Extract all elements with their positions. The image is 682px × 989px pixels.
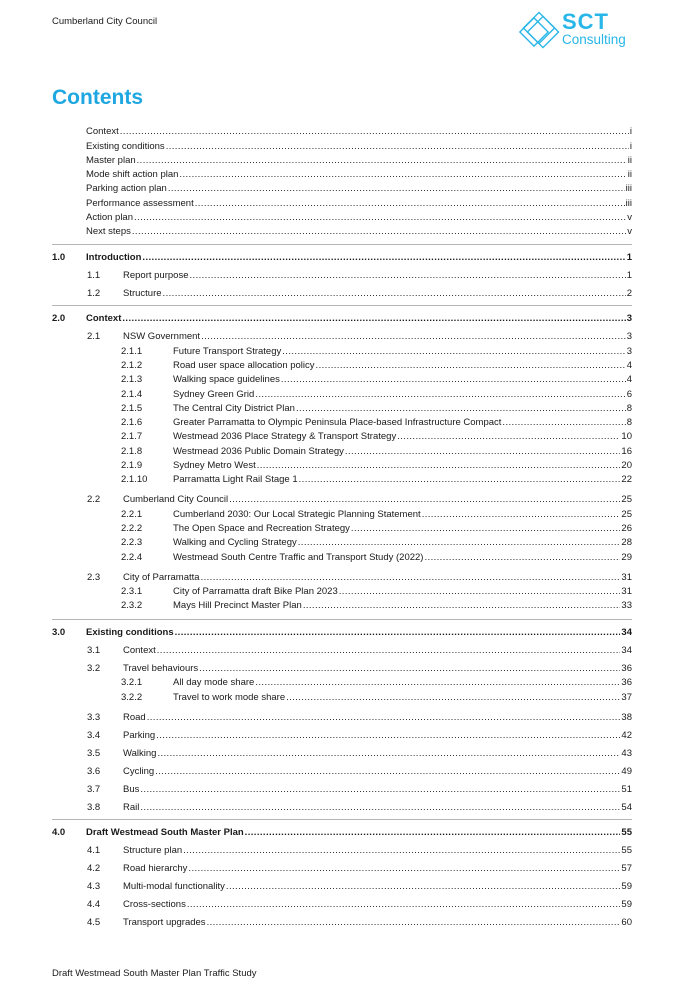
toc-dot-leader [187,899,621,911]
toc-entry-page: 1 [626,252,632,264]
toc-dot-leader [282,346,625,358]
toc-entry-page: 22 [621,474,632,486]
toc-subsection-entry[interactable] [52,893,632,911]
toc-entry-page: 29 [621,551,632,563]
toc-dot-leader [199,663,620,675]
toc-subsection-entry[interactable] [52,839,632,857]
toc-entry-title: Performance assessment [86,197,194,209]
toc-entry-title: Westmead 2036 Place Strategy & Transport Strategy [173,431,397,443]
toc-entry-number: 2.0 [52,313,66,325]
toc-entry-page: 57 [621,862,632,874]
toc-dot-leader [156,730,620,742]
toc-entry-number: 3.4 [87,729,101,741]
toc-entry-page: 60 [621,916,632,928]
logo-diamond-icon [518,10,562,52]
toc-entry-page: iii [625,183,632,195]
toc-entry-page: v [627,212,632,224]
toc-subsection-entry[interactable] [52,857,632,875]
toc-summary-entry[interactable] [86,210,632,224]
toc-dot-leader [229,494,620,506]
toc-entry-page: 28 [621,537,632,549]
toc-subsection-entry[interactable] [52,760,632,778]
toc-entry-number: 2.1.6 [121,417,143,429]
toc-dot-leader [188,863,620,875]
toc-dot-leader [195,198,625,210]
toc-subsubsection-entry[interactable] [52,521,632,535]
toc-entry-page: 49 [621,765,632,777]
logo-wordmark-sct: SCT [562,9,609,34]
header-organisation: Cumberland City Council [52,16,158,27]
toc-entry-title: Context [123,645,156,657]
toc-entry-page: 34 [621,627,632,639]
toc-entry-title: Existing conditions [86,140,165,152]
toc-entry-title: Multi-modal functionality [123,880,225,892]
page-title: Contents [52,86,143,109]
toc-entry-title: Road hierarchy [123,862,188,874]
toc-subsection-entry[interactable] [52,639,632,657]
section-divider [52,305,632,306]
toc-entry-page: 38 [621,711,632,723]
toc-subsection-entry[interactable] [52,488,632,506]
toc-dot-leader [299,474,621,486]
spacer [52,612,632,614]
toc-entry-page: 34 [621,645,632,657]
toc-subsubsection-entry[interactable] [52,443,632,457]
toc-dot-leader [132,226,626,238]
toc-dot-leader [157,748,620,760]
toc-entry-title: Report purpose [123,270,189,282]
toc-section-heading[interactable] [52,249,632,264]
toc-entry-page: 55 [621,844,632,856]
toc-dot-leader [163,288,626,300]
toc-dot-leader [255,677,620,689]
toc-subsubsection-entry[interactable] [52,472,632,486]
toc-subsubsection-entry[interactable] [52,458,632,472]
toc-entry-page: 3 [626,313,632,325]
toc-entry-number: 2.2.3 [121,537,143,549]
toc-entry-title: Parramatta Light Rail Stage 1 [173,474,298,486]
toc-dot-leader [137,155,627,167]
toc-entry-page: v [627,226,632,238]
toc-dot-leader [316,360,626,372]
toc-entry-page: 3 [626,345,632,357]
toc-entry-number: 2.1.2 [121,359,143,371]
toc-entry-number: 4.3 [87,880,101,892]
toc-entry-page: i [629,140,632,152]
toc-dot-leader [281,374,626,386]
toc-dot-leader [502,417,625,429]
toc-entry-title: City of Parramatta draft Bike Plan 2023 [173,585,338,597]
toc-subsubsection-entry[interactable] [52,415,632,429]
toc-subsection-entry[interactable] [52,796,632,814]
toc-entry-page: 36 [621,663,632,675]
toc-entry-number: 3.1 [87,645,101,657]
logo-wordmark-consulting: Consulting [562,32,626,47]
toc-dot-leader [166,141,629,153]
toc-entry-page: 25 [621,494,632,506]
toc-dot-leader [120,126,629,138]
toc-entry-title: Westmead 2036 Public Domain Strategy [173,445,344,457]
toc-dot-leader [397,431,620,443]
toc-entry-number: 2.2.4 [121,551,143,563]
toc-entry-title: Cycling [123,765,155,777]
toc-subsubsection-entry[interactable] [52,689,632,703]
toc-entry-title: The Open Space and Recreation Strategy [173,522,350,534]
toc-entry-title: Parking [123,729,156,741]
toc-entry-page: 31 [621,585,632,597]
toc-entry-number: 3.0 [52,627,66,639]
footer-text: Draft Westmead South Master Plan Traffic Study [52,968,257,979]
toc-subsection-entry[interactable] [52,657,632,675]
toc-entry-title: Sydney Green Grid [173,388,255,400]
toc-subsubsection-entry[interactable] [52,429,632,443]
toc-entry-number: 3.2 [87,663,101,675]
toc-entry-page: 37 [621,691,632,703]
toc-summary-entry[interactable] [86,181,632,195]
toc-entry-page: 3 [626,331,632,343]
toc-subsection-entry[interactable] [52,742,632,760]
toc-subsubsection-entry[interactable] [52,584,632,598]
toc-entry-title: Draft Westmead South Master Plan [86,826,244,838]
toc-entry-title: Road [123,711,146,723]
toc-entry-number: 2.1 [87,331,101,343]
toc-dot-leader [298,537,621,549]
toc-subsection-entry[interactable] [52,264,632,282]
toc-entry-title: All day mode share [173,677,255,689]
toc-entry-page: 16 [621,445,632,457]
toc-entry-page: 59 [621,880,632,892]
toc-summary-entry[interactable] [86,195,632,209]
toc-subsection-entry[interactable] [52,875,632,893]
toc-dot-leader [134,212,626,224]
toc-entry-number: 3.8 [87,801,101,813]
toc-entry-page: 42 [621,729,632,741]
toc-subsection-entry[interactable] [52,566,632,584]
toc-entry-title: Cumberland 2030: Our Local Strategic Planning Statement [173,508,421,520]
toc-entry-page: 20 [621,460,632,472]
toc-dot-leader [168,183,625,195]
toc-subsubsection-entry[interactable] [52,506,632,520]
toc-entry-page: 10 [621,431,632,443]
toc-entry-title: Walking and Cycling Strategy [173,537,297,549]
toc-dot-leader [179,169,626,181]
toc-entry-number: 4.4 [87,898,101,910]
toc-dot-leader [175,627,621,639]
toc-summary-entry[interactable] [86,167,632,181]
toc-entry-page: 4 [626,374,632,386]
toc-entry-page: 6 [626,388,632,400]
toc-entry-number: 2.1.10 [121,474,148,486]
toc-dot-leader [351,523,621,535]
toc-entry-page: 59 [621,898,632,910]
toc-entry-page: iii [625,197,632,209]
toc-entry-number: 2.3 [87,571,101,583]
toc-summary-entry[interactable] [86,124,632,138]
toc-entry-number: 2.2 [87,494,101,506]
toc-summary-entry[interactable] [86,138,632,152]
toc-entry-page: ii [627,154,632,166]
toc-entry-page: 55 [621,826,632,838]
table-of-contents [52,124,632,929]
toc-dot-leader [296,403,626,415]
toc-entry-title: The Central City District Plan [173,402,295,414]
toc-entry-title: City of Parramatta [123,571,200,583]
sct-consulting-logo [518,10,638,52]
toc-entry-page: i [629,126,632,138]
toc-entry-page: 54 [621,801,632,813]
toc-subsection-entry[interactable] [52,706,632,724]
toc-subsection-entry[interactable] [52,778,632,796]
toc-entry-page: 2 [626,288,632,300]
toc-entry-page: 33 [621,600,632,612]
toc-dot-leader [122,313,625,325]
toc-entry-number: 3.7 [87,783,101,795]
toc-subsection-entry[interactable] [52,325,632,343]
toc-entry-number: 2.2.2 [121,522,143,534]
toc-entry-page: 36 [621,677,632,689]
toc-entry-page: 4 [626,359,632,371]
toc-entry-number: 4.2 [87,862,101,874]
toc-entry-title: Structure [123,288,162,300]
toc-entry-title: Rail [123,801,140,813]
toc-summary-entry[interactable] [86,224,632,238]
toc-entry-number: 4.5 [87,916,101,928]
toc-section-heading[interactable] [52,624,632,639]
toc-entry-title: Westmead South Centre Traffic and Transport Study (2022) [173,551,424,563]
toc-entry-number: 2.1.4 [121,388,143,400]
toc-dot-leader [157,645,621,657]
toc-entry-page: ii [627,169,632,181]
toc-entry-title: Next steps [86,226,131,238]
toc-dot-leader [207,917,621,929]
toc-subsubsection-entry[interactable] [52,598,632,612]
toc-subsubsection-entry[interactable] [52,386,632,400]
toc-dot-leader [189,270,625,282]
toc-dot-leader [422,509,621,521]
toc-subsection-entry[interactable] [52,911,632,929]
toc-entry-title: Travel behaviours [123,663,199,675]
toc-entry-number: 3.5 [87,747,101,759]
toc-section-heading[interactable] [52,310,632,325]
toc-entry-number: 4.1 [87,844,101,856]
section-divider [52,619,632,620]
toc-entry-number: 4.0 [52,826,66,838]
toc-entry-page: 26 [621,522,632,534]
toc-dot-leader [339,586,621,598]
toc-entry-title: Bus [123,783,140,795]
toc-entry-number: 3.2.1 [121,677,143,689]
toc-dot-leader [142,252,625,264]
section-divider [52,819,632,820]
toc-entry-page: 1 [626,270,632,282]
toc-dot-leader [201,572,621,584]
toc-entry-title: NSW Government [123,331,201,343]
toc-dot-leader [255,389,625,401]
toc-entry-title: Action plan [86,212,134,224]
toc-dot-leader [183,845,620,857]
toc-entry-number: 2.3.2 [121,600,143,612]
toc-subsubsection-entry[interactable] [52,343,632,357]
toc-subsection-entry[interactable] [52,282,632,300]
toc-entry-title: Sydney Metro West [173,460,256,472]
toc-entry-title: Mays Hill Precinct Master Plan [173,600,302,612]
toc-dot-leader [226,881,621,893]
toc-entry-number: 2.1.3 [121,374,143,386]
toc-entry-title: Transport upgrades [123,916,206,928]
toc-entry-title: Introduction [86,252,142,264]
toc-entry-title: Walking space guidelines [173,374,280,386]
toc-entry-number: 2.1.5 [121,402,143,414]
toc-subsubsection-entry[interactable] [52,372,632,386]
toc-entry-number: 2.1.9 [121,460,143,472]
toc-entry-number: 2.1.8 [121,445,143,457]
toc-dot-leader [155,766,620,778]
toc-entry-title: Structure plan [123,844,183,856]
toc-subsection-entry[interactable] [52,724,632,742]
toc-entry-number: 3.2.2 [121,691,143,703]
toc-entry-page: 8 [626,417,632,429]
toc-entry-number: 2.1.7 [121,431,143,443]
toc-entry-title: Mode shift action plan [86,169,179,181]
toc-entry-number: 1.0 [52,252,66,264]
toc-entry-title: Context [86,313,122,325]
toc-entry-page: 51 [621,783,632,795]
toc-entry-page: 8 [626,402,632,414]
toc-entry-number: 1.1 [87,270,101,282]
toc-entry-title: Context [86,126,119,138]
toc-entry-number: 1.2 [87,288,101,300]
toc-dot-leader [345,446,621,458]
section-divider [52,244,632,245]
toc-subsubsection-entry[interactable] [52,549,632,563]
toc-entry-title: Walking [123,747,157,759]
toc-subsubsection-entry[interactable] [52,401,632,415]
toc-entry-title: Master plan [86,154,136,166]
toc-summary-entry[interactable] [86,153,632,167]
toc-dot-leader [424,552,620,564]
toc-dot-leader [140,802,620,814]
toc-subsubsection-entry[interactable] [52,535,632,549]
toc-entry-title: Future Transport Strategy [173,345,282,357]
toc-dot-leader [257,460,621,472]
toc-dot-leader [303,600,621,612]
toc-entry-page: 31 [621,571,632,583]
toc-entry-title: Travel to work mode share [173,691,286,703]
toc-entry-page: 43 [621,747,632,759]
toc-dot-leader [245,827,621,839]
toc-entry-number: 3.6 [87,765,101,777]
toc-entry-title: Existing conditions [86,627,174,639]
toc-dot-leader [286,692,620,704]
toc-dot-leader [147,712,621,724]
toc-entry-page: 25 [621,508,632,520]
toc-dot-leader [140,784,620,796]
toc-entry-number: 3.3 [87,711,101,723]
toc-entry-number: 2.3.1 [121,585,143,597]
toc-entry-number: 2.1.1 [121,345,143,357]
toc-entry-title: Cross-sections [123,898,186,910]
toc-section-heading[interactable] [52,824,632,839]
toc-dot-leader [201,331,626,343]
toc-entry-title: Road user space allocation policy [173,359,315,371]
toc-subsubsection-entry[interactable] [52,675,632,689]
toc-entry-title: Cumberland City Council [123,494,229,506]
toc-entry-number: 2.2.1 [121,508,143,520]
toc-entry-title: Parking action plan [86,183,167,195]
toc-subsubsection-entry[interactable] [52,358,632,372]
toc-entry-title: Greater Parramatta to Olympic Peninsula Place-based Infrastructure Compact [173,417,502,429]
